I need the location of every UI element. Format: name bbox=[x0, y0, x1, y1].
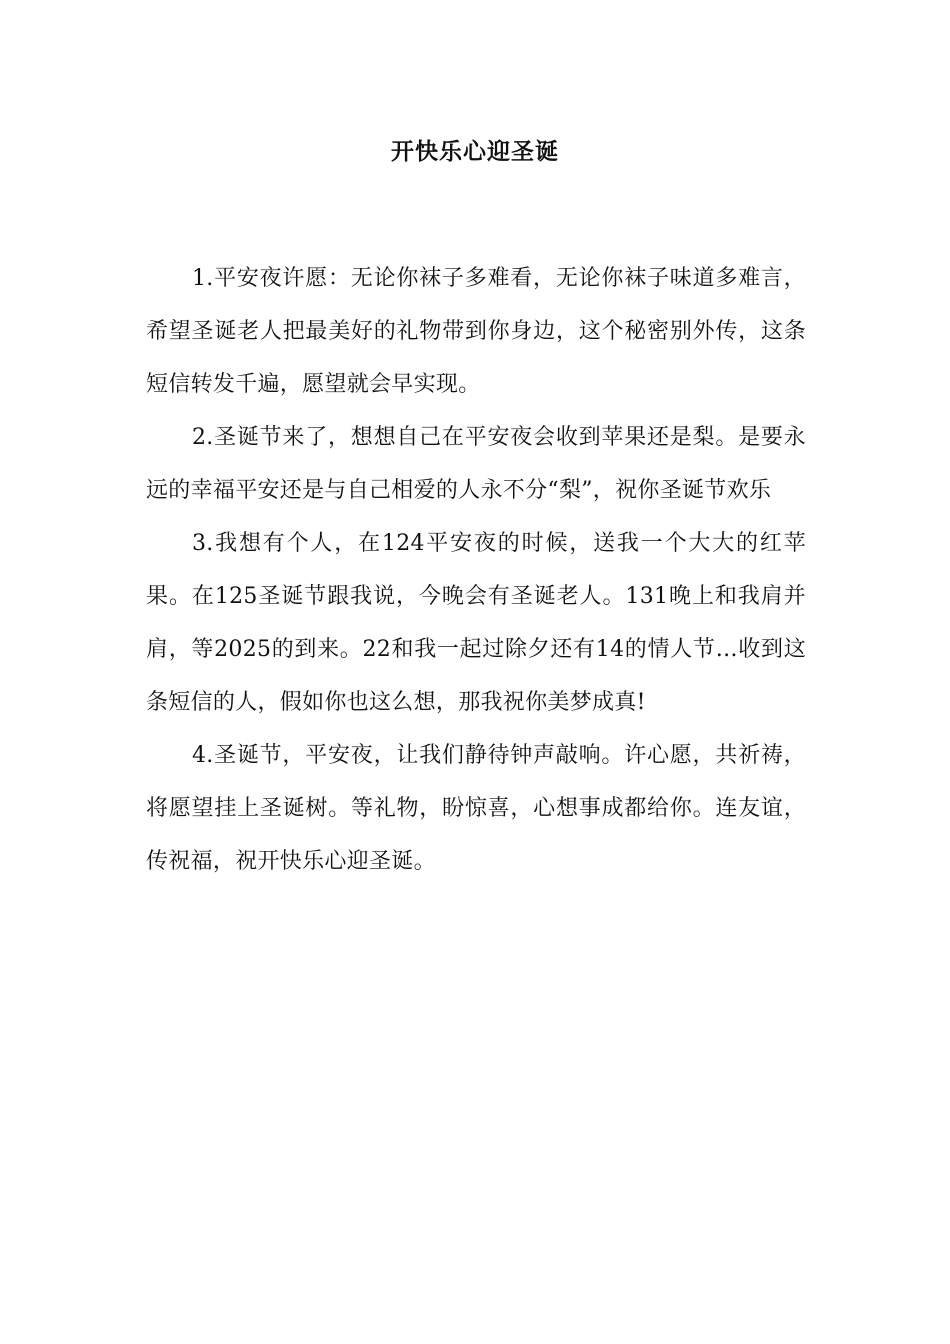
paragraph-4: 4.圣诞节，平安夜，让我们静待钟声敲响。许心愿，共祈祷，将愿望挂上圣诞树。等礼物，盼惊喜，心想事成都给你。连友谊，传祝福，祝开快乐心迎圣诞。 bbox=[146, 743, 806, 874]
paragraph-1: 1.平安夜许愿：无论你袜子多难看，无论你袜子味道多难言，希望圣诞老人把最美好的礼物带到你身边，这个秘密别外传，这条短信转发千遍，愿望就会早实现。 bbox=[146, 266, 806, 397]
page-title: 开快乐心迎圣诞 bbox=[391, 139, 559, 165]
document-body bbox=[146, 252, 806, 888]
paragraph-3: 3.我想有个人，在124平安夜的时候，送我一个大大的红苹果。在125圣诞节跟我说，今晚会有圣诞老人。131晚上和我肩并肩，等2025的到来。22和我一起过除夕还有14的情人节…收到这条短信的人，假如你也这么想，那我祝你美梦成真! bbox=[146, 531, 806, 715]
paragraph-2: 2.圣诞节来了，想想自己在平安夜会收到苹果还是梨。是要永远的幸福平安还是与自己相爱的人永不分“梨”，祝你圣诞节欢乐 bbox=[146, 425, 806, 503]
